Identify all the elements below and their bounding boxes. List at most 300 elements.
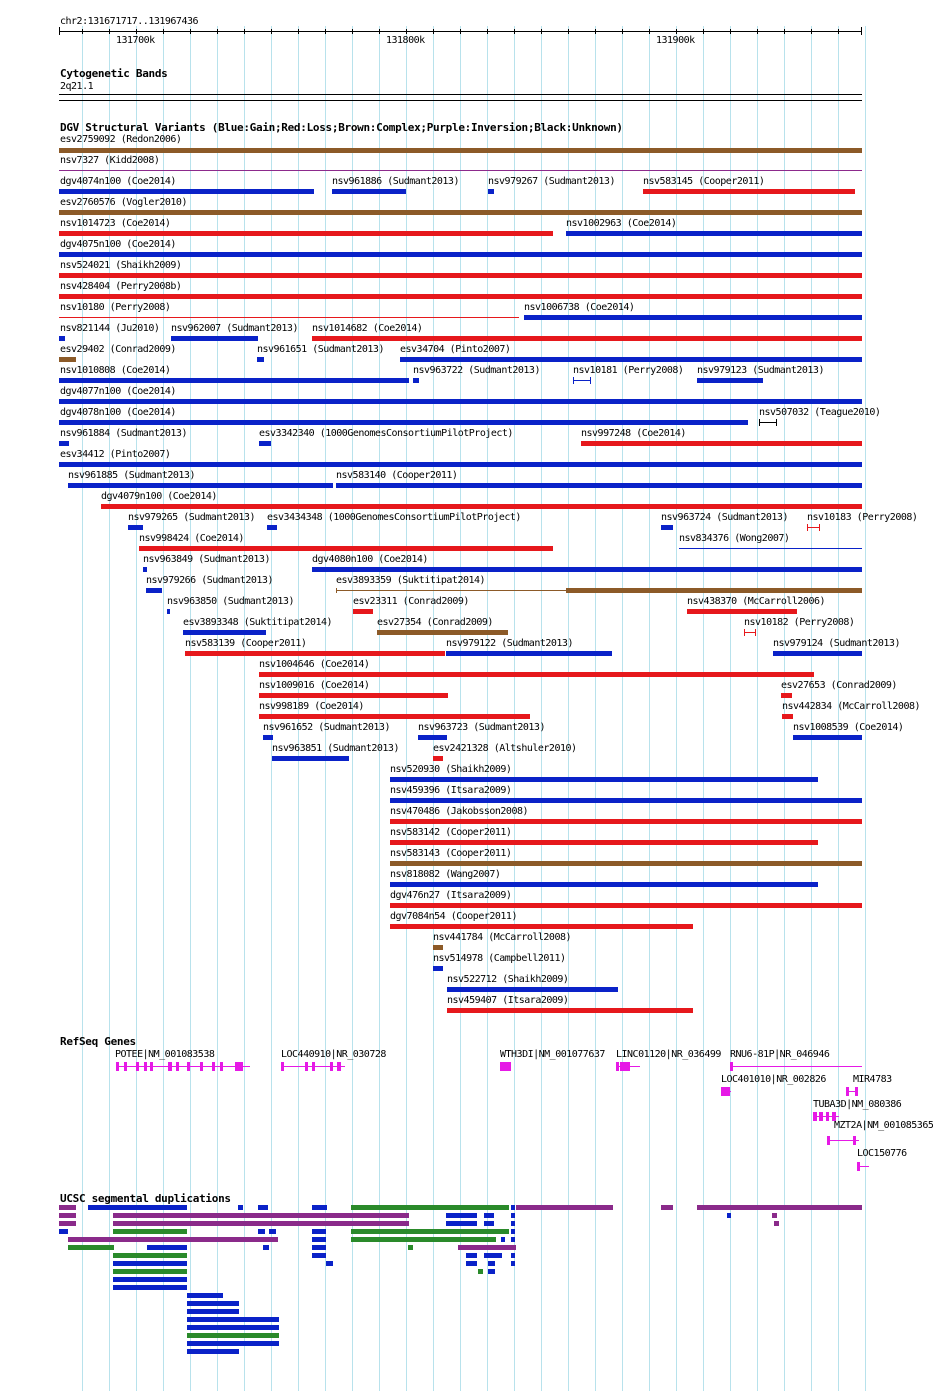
gene-exon[interactable] (176, 1062, 179, 1071)
dgv-range-end (744, 629, 745, 636)
cyto-track-title[interactable]: Cytogenetic Bands (60, 67, 168, 80)
gene-label[interactable]: LOC150776 (857, 1148, 907, 1159)
dgv-feature-bar[interactable] (447, 1008, 693, 1013)
segdup-block[interactable] (484, 1221, 494, 1226)
ruler-end-tick (861, 27, 862, 35)
dgv-feature-bar[interactable] (433, 945, 443, 950)
gene-exon[interactable] (827, 1136, 830, 1145)
dgv-feature-bar[interactable] (581, 441, 862, 446)
dgv-feature-bar[interactable] (259, 714, 530, 719)
dgv-feature-bar[interactable] (390, 924, 693, 929)
ruler-tick (757, 29, 758, 34)
dgv-feature-label[interactable]: nsv821144 (Ju2010) (60, 323, 160, 334)
ruler-tick (649, 29, 650, 34)
segdup-block[interactable] (187, 1333, 279, 1338)
dgv-feature-bar[interactable] (101, 504, 862, 509)
dgv-feature-bar[interactable] (433, 966, 443, 971)
dgv-feature-label[interactable]: nsv10183 (Perry2008) (807, 512, 918, 523)
dgv-feature-label[interactable]: esv2421328 (Altshuler2010) (433, 743, 577, 754)
segdup-block[interactable] (351, 1229, 509, 1234)
dgv-feature-bar[interactable] (312, 336, 862, 341)
dgv-feature-bar[interactable] (687, 609, 797, 614)
segdup-block[interactable] (113, 1229, 187, 1234)
dgv-feature-bar[interactable] (390, 819, 862, 824)
dgv-feature-label[interactable]: nsv1006738 (Coe2014) (524, 302, 635, 313)
ruler-tick (379, 29, 380, 34)
segdup-block[interactable] (511, 1237, 515, 1242)
segdup-block[interactable] (446, 1213, 477, 1218)
segdup-block[interactable] (488, 1261, 495, 1266)
dgv-feature-bar[interactable] (59, 231, 553, 236)
segdup-block[interactable] (187, 1301, 239, 1306)
dgv-feature-bar[interactable] (59, 210, 862, 215)
dgv-range-end (573, 377, 574, 384)
dgv-feature-bar[interactable] (332, 189, 406, 194)
location-label: chr2:131671717..131967436 (60, 16, 199, 27)
segdup-block[interactable] (68, 1245, 114, 1250)
gene-exon[interactable] (136, 1062, 139, 1071)
segdup-block[interactable] (484, 1213, 494, 1218)
dgv-feature-label[interactable]: esv3434348 (1000GenomesConsortiumPilotProject) (267, 512, 521, 523)
ruler-tick (325, 29, 326, 34)
dgv-feature-bar[interactable] (773, 651, 862, 656)
cyto-band-line[interactable] (59, 94, 862, 95)
gene-exon[interactable] (281, 1062, 284, 1071)
ruler-tick (595, 29, 596, 34)
dgv-feature-label[interactable]: nsv459396 (Itsara2009) (390, 785, 512, 796)
dgv-feature-bar[interactable] (566, 231, 862, 236)
segdup-block[interactable] (187, 1341, 279, 1346)
dgv-feature-bar[interactable] (377, 630, 508, 635)
dgv-feature-label[interactable]: nsv10182 (Perry2008) (744, 617, 855, 628)
segdup-block[interactable] (511, 1213, 515, 1218)
segdup-block[interactable] (59, 1221, 76, 1226)
gene-exon[interactable] (500, 1062, 511, 1071)
segdup-block[interactable] (484, 1253, 502, 1258)
gene-exon[interactable] (305, 1062, 308, 1071)
segdup-block[interactable] (312, 1245, 326, 1250)
segdup-block[interactable] (661, 1205, 673, 1210)
gene-exon[interactable] (312, 1062, 315, 1071)
gene-exon[interactable] (855, 1087, 858, 1096)
gene-label[interactable]: LINC01120|NR_036499 (616, 1049, 721, 1060)
dgv-feature-label[interactable]: nsv583145 (Cooper2011) (643, 176, 765, 187)
gene-label[interactable]: POTEE|NM_001083538 (115, 1049, 215, 1060)
segdup-track-title[interactable]: UCSC segmental duplications (60, 1192, 231, 1205)
segdup-block[interactable] (59, 1213, 76, 1218)
gene-exon[interactable] (124, 1062, 127, 1071)
dgv-feature-label[interactable]: nsv961651 (Sudmant2013) (257, 344, 384, 355)
dgv-feature-label[interactable]: dgv4080n100 (Coe2014) (312, 554, 428, 565)
gene-exon[interactable] (200, 1062, 203, 1071)
dgv-feature-label[interactable]: nsv979122 (Sudmant2013) (446, 638, 573, 649)
cyto-band-line[interactable] (59, 100, 862, 101)
segdup-block[interactable] (511, 1253, 515, 1258)
dgv-feature-label[interactable]: esv2759092 (Redon2006) (60, 134, 182, 145)
dgv-feature-bar[interactable] (59, 378, 409, 383)
dgv-feature-bar[interactable] (59, 357, 76, 362)
dgv-feature-label[interactable]: nsv1002963 (Coe2014) (566, 218, 677, 229)
segdup-block[interactable] (312, 1237, 326, 1242)
dgv-feature-label[interactable]: nsv1004646 (Coe2014) (259, 659, 370, 670)
dgv-feature-bar[interactable] (390, 840, 818, 845)
segdup-block[interactable] (501, 1237, 505, 1242)
dgv-feature-bar[interactable] (59, 170, 862, 171)
segdup-block[interactable] (478, 1269, 483, 1274)
dgv-feature-bar[interactable] (59, 336, 65, 341)
segdup-block[interactable] (187, 1293, 223, 1298)
gene-exon[interactable] (168, 1062, 172, 1071)
segdup-block[interactable] (312, 1229, 326, 1234)
ruler-tick (82, 29, 83, 34)
gene-exon[interactable] (220, 1062, 223, 1071)
cyto-band-label: 2q21.1 (60, 81, 94, 92)
dgv-feature-label[interactable]: esv27653 (Conrad2009) (781, 680, 897, 691)
gene-exon[interactable] (150, 1062, 153, 1071)
dgv-range-end (819, 524, 820, 531)
dgv-feature-bar[interactable] (781, 693, 792, 698)
dgv-feature-bar[interactable] (263, 735, 273, 740)
segdup-block[interactable] (113, 1221, 409, 1226)
dgv-feature-label[interactable]: nsv10181 (Perry2008) (573, 365, 684, 376)
gene-label[interactable]: MIR4783 (853, 1074, 892, 1085)
segdup-block[interactable] (326, 1261, 333, 1266)
segdup-block[interactable] (458, 1245, 516, 1250)
dgv-feature-bar[interactable] (793, 735, 862, 740)
dgv-feature-bar[interactable] (697, 378, 763, 383)
gene-exon[interactable] (857, 1162, 860, 1171)
dgv-feature-label[interactable]: esv3893359 (Suktitipat2014) (336, 575, 486, 586)
gene-exon[interactable] (144, 1062, 147, 1071)
segdup-block[interactable] (501, 1205, 509, 1210)
gene-exon[interactable] (819, 1112, 823, 1121)
dgv-feature-bar[interactable] (59, 273, 862, 278)
dgv-feature-label[interactable]: nsv459407 (Itsara2009) (447, 995, 569, 1006)
dgv-feature-label[interactable]: nsv963851 (Sudmant2013) (272, 743, 399, 754)
gene-exon[interactable] (212, 1062, 215, 1071)
gene-label[interactable]: RNU6-81P|NR_046946 (730, 1049, 830, 1060)
dgv-feature-label[interactable]: nsv961652 (Sudmant2013) (263, 722, 390, 733)
gene-label[interactable]: LOC401010|NR_002826 (721, 1074, 826, 1085)
ruler-tick (676, 29, 677, 34)
dgv-feature-label[interactable]: nsv583139 (Cooper2011) (185, 638, 307, 649)
dgv-feature-label[interactable]: nsv470486 (Jakobsson2008) (390, 806, 529, 817)
segdup-block[interactable] (113, 1205, 187, 1210)
dgv-feature-label[interactable]: nsv818082 (Wang2007) (390, 869, 501, 880)
dgv-feature-bar[interactable] (488, 189, 494, 194)
segdup-block[interactable] (88, 1205, 113, 1210)
segdup-block[interactable] (68, 1237, 278, 1242)
ruler-tick (487, 29, 488, 34)
dgv-track-title[interactable]: DGV Structural Variants (Blue:Gain;Red:Loss;Brown:Complex;Purple:Inversion;Black:Unknown) (60, 121, 623, 134)
dgv-feature-bar[interactable] (390, 882, 818, 887)
ruler-tick (271, 29, 272, 34)
dgv-feature-bar[interactable] (418, 735, 447, 740)
dgv-feature-label[interactable]: nsv962007 (Sudmant2013) (171, 323, 298, 334)
dgv-feature-bar[interactable] (759, 422, 777, 423)
dgv-feature-bar[interactable] (259, 672, 814, 677)
segdup-block[interactable] (113, 1213, 409, 1218)
dgv-feature-label[interactable]: nsv834376 (Wong2007) (679, 533, 790, 544)
dgv-feature-bar[interactable] (566, 588, 862, 593)
dgv-feature-bar[interactable] (59, 148, 862, 153)
segdup-block[interactable] (113, 1269, 187, 1274)
segdup-block[interactable] (258, 1205, 268, 1210)
dgv-feature-bar[interactable] (272, 756, 349, 761)
gene-label[interactable]: MZT2A|NM_001085365 (834, 1120, 933, 1131)
dgv-feature-bar[interactable] (390, 861, 862, 866)
dgv-feature-bar[interactable] (185, 651, 445, 656)
segdup-block[interactable] (511, 1205, 515, 1210)
ruler-tick (244, 29, 245, 34)
dgv-feature-bar[interactable] (59, 189, 314, 194)
dgv-feature-label[interactable]: nsv979266 (Sudmant2013) (146, 575, 273, 586)
dgv-feature-bar[interactable] (312, 567, 862, 572)
dgv-feature-bar[interactable] (59, 252, 862, 257)
segdup-block[interactable] (238, 1205, 243, 1210)
dgv-feature-label[interactable]: nsv522712 (Shaikh2009) (447, 974, 569, 985)
dgv-feature-label[interactable]: dgv4078n100 (Coe2014) (60, 407, 176, 418)
dgv-feature-label[interactable]: nsv1008539 (Coe2014) (793, 722, 904, 733)
gene-exon[interactable] (730, 1062, 733, 1071)
refseq-track-title[interactable]: RefSeq Genes (60, 1035, 136, 1048)
dgv-feature-bar[interactable] (59, 462, 862, 467)
gene-exon[interactable] (721, 1087, 730, 1096)
segdup-block[interactable] (59, 1229, 68, 1234)
dgv-feature-label[interactable]: nsv1010808 (Coe2014) (60, 365, 171, 376)
ruler-tick (163, 29, 164, 34)
dgv-feature-label[interactable]: nsv7327 (Kidd2008) (60, 155, 160, 166)
dgv-feature-bar[interactable] (679, 548, 862, 549)
dgv-feature-bar[interactable] (573, 380, 591, 381)
dgv-feature-label[interactable]: nsv438370 (McCarroll2006) (687, 596, 826, 607)
dgv-feature-bar[interactable] (661, 525, 673, 530)
segdup-block[interactable] (263, 1245, 269, 1250)
gene-exon[interactable] (853, 1136, 856, 1145)
dgv-feature-bar[interactable] (143, 567, 147, 572)
dgv-feature-bar[interactable] (336, 590, 566, 591)
segdup-block[interactable] (772, 1213, 777, 1218)
gene-exon[interactable] (826, 1112, 829, 1121)
gene-label[interactable]: WTH3DI|NM_001077637 (500, 1049, 605, 1060)
segdup-block[interactable] (187, 1317, 279, 1322)
segdup-block[interactable] (511, 1229, 515, 1234)
ruler-label: 131900k (656, 35, 695, 46)
dgv-feature-label[interactable]: nsv997248 (Coe2014) (581, 428, 686, 439)
dgv-feature-label[interactable]: nsv1009016 (Coe2014) (259, 680, 370, 691)
dgv-feature-label[interactable]: dgv7084n54 (Cooper2011) (390, 911, 517, 922)
segdup-block[interactable] (466, 1253, 477, 1258)
dgv-feature-bar[interactable] (59, 441, 69, 446)
segdup-block[interactable] (113, 1285, 187, 1290)
dgv-feature-bar[interactable] (336, 483, 862, 488)
dgv-feature-label[interactable]: esv29402 (Conrad2009) (60, 344, 176, 355)
ruler-tick (217, 29, 218, 34)
segdup-block[interactable] (697, 1205, 862, 1210)
ruler-tick (784, 29, 785, 34)
dgv-feature-bar[interactable] (259, 441, 271, 446)
dgv-feature-label[interactable]: esv27354 (Conrad2009) (377, 617, 493, 628)
dgv-feature-bar[interactable] (139, 546, 553, 551)
ruler-label: 131800k (386, 35, 425, 46)
dgv-feature-label[interactable]: nsv961886 (Sudmant2013) (332, 176, 459, 187)
dgv-feature-label[interactable]: nsv507032 (Teague2010) (759, 407, 881, 418)
dgv-feature-bar[interactable] (259, 693, 448, 698)
ruler-tick (352, 29, 353, 34)
segdup-block[interactable] (187, 1309, 239, 1314)
segdup-block[interactable] (446, 1221, 477, 1226)
dgv-feature-bar[interactable] (390, 798, 862, 803)
segdup-block[interactable] (113, 1253, 187, 1258)
dgv-feature-label[interactable]: esv23311 (Conrad2009) (353, 596, 469, 607)
dgv-feature-label[interactable]: nsv963724 (Sudmant2013) (661, 512, 788, 523)
dgv-feature-label[interactable]: nsv963722 (Sudmant2013) (413, 365, 540, 376)
segdup-block[interactable] (351, 1205, 501, 1210)
segdup-block[interactable] (516, 1205, 613, 1210)
dgv-feature-bar[interactable] (390, 903, 862, 908)
dgv-feature-label[interactable]: nsv979267 (Sudmant2013) (488, 176, 615, 187)
dgv-feature-label[interactable]: esv2760576 (Vogler2010) (60, 197, 187, 208)
dgv-range-end (590, 377, 591, 384)
dgv-feature-bar[interactable] (257, 357, 264, 362)
segdup-block[interactable] (466, 1261, 477, 1266)
segdup-block[interactable] (59, 1205, 76, 1210)
dgv-feature-bar[interactable] (128, 525, 143, 530)
segdup-block[interactable] (187, 1325, 279, 1330)
gene-exon[interactable] (116, 1062, 119, 1071)
gene-exon[interactable] (813, 1112, 817, 1121)
dgv-feature-bar[interactable] (59, 399, 862, 404)
segdup-block[interactable] (511, 1261, 515, 1266)
segdup-block[interactable] (147, 1245, 187, 1250)
dgv-range-end (776, 419, 777, 426)
segdup-block[interactable] (511, 1221, 515, 1226)
gene-exon[interactable] (187, 1062, 190, 1071)
ruler-tick (514, 29, 515, 34)
dgv-feature-label[interactable]: esv3893348 (Suktitipat2014) (183, 617, 333, 628)
segdup-block[interactable] (774, 1221, 779, 1226)
dgv-feature-label[interactable]: nsv979124 (Sudmant2013) (773, 638, 900, 649)
ruler-label: 131700k (116, 35, 155, 46)
ruler-tick (838, 29, 839, 34)
segdup-block[interactable] (408, 1245, 413, 1250)
dgv-feature-bar[interactable] (59, 317, 519, 318)
dgv-feature-bar[interactable] (146, 588, 162, 593)
dgv-feature-bar[interactable] (524, 315, 862, 320)
dgv-feature-label[interactable]: nsv998424 (Coe2014) (139, 533, 244, 544)
dgv-feature-label[interactable]: esv34412 (Pinto2007) (60, 449, 171, 460)
dgv-feature-label[interactable]: nsv524021 (Shaikh2009) (60, 260, 182, 271)
dgv-feature-label[interactable]: nsv520930 (Shaikh2009) (390, 764, 512, 775)
segdup-block[interactable] (113, 1261, 187, 1266)
dgv-feature-label[interactable]: dgv4079n100 (Coe2014) (101, 491, 217, 502)
dgv-feature-bar[interactable] (400, 357, 862, 362)
dgv-feature-label[interactable]: nsv441784 (McCarroll2008) (433, 932, 572, 943)
gene-exon[interactable] (616, 1062, 619, 1071)
gene-intron-line[interactable] (730, 1066, 862, 1067)
dgv-feature-label[interactable]: nsv583143 (Cooper2011) (390, 848, 512, 859)
gene-exon[interactable] (235, 1062, 243, 1071)
dgv-feature-label[interactable]: nsv1014682 (Coe2014) (312, 323, 423, 334)
segdup-block[interactable] (351, 1237, 496, 1242)
gene-exon[interactable] (620, 1062, 630, 1071)
gene-label[interactable]: TUBA3D|NM_080386 (813, 1099, 902, 1110)
dgv-feature-bar[interactable] (167, 609, 170, 614)
dgv-feature-label[interactable]: nsv998189 (Coe2014) (259, 701, 364, 712)
ruler-tick (703, 29, 704, 34)
ruler-tick (136, 29, 137, 34)
ruler-tick (811, 29, 812, 34)
dgv-feature-label[interactable]: dgv4075n100 (Coe2014) (60, 239, 176, 250)
dgv-feature-bar[interactable] (171, 336, 258, 341)
dgv-feature-bar[interactable] (433, 756, 443, 761)
segdup-block[interactable] (727, 1213, 731, 1218)
dgv-feature-bar[interactable] (59, 294, 862, 299)
segdup-block[interactable] (113, 1277, 187, 1282)
segdup-block[interactable] (312, 1205, 327, 1210)
dgv-feature-label[interactable]: nsv961884 (Sudmant2013) (60, 428, 187, 439)
ruler-tick (109, 29, 110, 34)
gene-exon[interactable] (330, 1062, 333, 1071)
segdup-block[interactable] (488, 1269, 495, 1274)
dgv-feature-label[interactable]: nsv963850 (Sudmant2013) (167, 596, 294, 607)
dgv-feature-label[interactable]: nsv583140 (Cooper2011) (336, 470, 458, 481)
dgv-feature-label[interactable]: nsv979265 (Sudmant2013) (128, 512, 255, 523)
dgv-feature-bar[interactable] (68, 483, 333, 488)
ruler-tick (730, 29, 731, 34)
dgv-feature-label[interactable]: dgv4077n100 (Coe2014) (60, 386, 176, 397)
dgv-feature-label[interactable]: nsv961885 (Sudmant2013) (68, 470, 195, 481)
segdup-block[interactable] (187, 1349, 239, 1354)
dgv-range-end (336, 588, 337, 593)
dgv-range-end (755, 629, 756, 636)
dgv-feature-label[interactable]: esv34704 (Pinto2007) (400, 344, 511, 355)
dgv-feature-label[interactable]: nsv979123 (Sudmant2013) (697, 365, 824, 376)
dgv-feature-label[interactable]: nsv514978 (Campbell2011) (433, 953, 566, 964)
dgv-feature-bar[interactable] (446, 651, 612, 656)
ruler-tick (406, 29, 407, 34)
dgv-feature-label[interactable]: esv3342340 (1000GenomesConsortiumPilotProject) (259, 428, 513, 439)
dgv-feature-label[interactable]: nsv583142 (Cooper2011) (390, 827, 512, 838)
dgv-feature-bar[interactable] (413, 378, 419, 383)
dgv-feature-bar[interactable] (183, 630, 266, 635)
gene-label[interactable]: LOC440910|NR_030728 (281, 1049, 386, 1060)
dgv-feature-label[interactable]: nsv428404 (Perry2008b) (60, 281, 182, 292)
dgv-feature-bar[interactable] (267, 525, 277, 530)
dgv-feature-label[interactable]: dgv4074n100 (Coe2014) (60, 176, 176, 187)
ruler-tick (190, 29, 191, 34)
segdup-block[interactable] (269, 1229, 276, 1234)
dgv-feature-bar[interactable] (782, 714, 793, 719)
dgv-feature-label[interactable]: nsv10180 (Perry2008) (60, 302, 171, 313)
ruler-end-tick (59, 27, 60, 35)
segdup-block[interactable] (312, 1253, 326, 1258)
dgv-feature-label[interactable]: nsv963849 (Sudmant2013) (143, 554, 270, 565)
gene-exon[interactable] (846, 1087, 849, 1096)
dgv-feature-bar[interactable] (353, 609, 373, 614)
dgv-feature-bar[interactable] (643, 189, 855, 194)
dgv-feature-bar[interactable] (447, 987, 618, 992)
dgv-feature-label[interactable]: nsv1014723 (Coe2014) (60, 218, 171, 229)
ruler-tick (298, 29, 299, 34)
dgv-feature-label[interactable]: nsv963723 (Sudmant2013) (418, 722, 545, 733)
dgv-feature-bar[interactable] (59, 420, 748, 425)
dgv-feature-bar[interactable] (390, 777, 818, 782)
dgv-feature-label[interactable]: nsv442834 (McCarroll2008) (782, 701, 921, 712)
segdup-block[interactable] (258, 1229, 265, 1234)
gene-exon[interactable] (337, 1062, 341, 1071)
dgv-feature-label[interactable]: dgv476n27 (Itsara2009) (390, 890, 512, 901)
